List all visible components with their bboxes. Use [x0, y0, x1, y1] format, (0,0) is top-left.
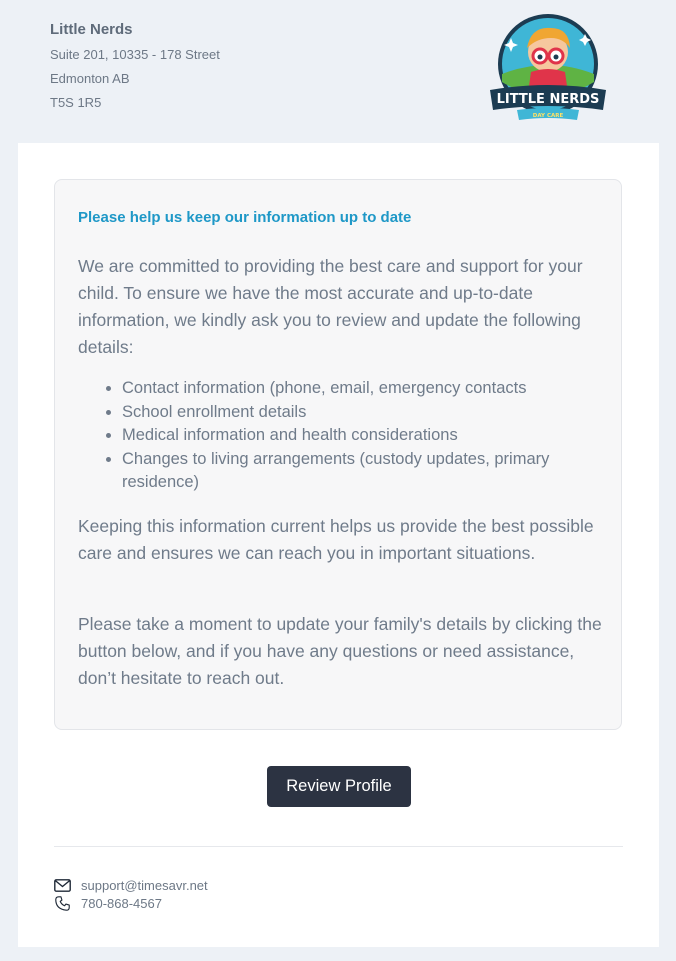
list-item: • School enrollment details — [122, 401, 602, 425]
list-item: • Medical information and health considerations — [122, 424, 602, 448]
address-line-1: Suite 201, 10335 - 178 Street — [50, 47, 220, 62]
list-item: • Contact information (phone, email, emergency contacts — [122, 377, 602, 401]
address-line-3: T5S 1R5 — [50, 95, 102, 110]
envelope-icon — [54, 877, 73, 894]
call-to-action-paragraph: Please take a moment to update your family's details by clicking the button below, and if you have any questions or need assistance, don’t hesitate to reach out. — [78, 614, 602, 688]
logo-text: LITTLE NERDS — [496, 92, 600, 107]
importance-paragraph: Keeping this information current helps us provide the best possible care and ensures we can reach you in important situations. — [78, 516, 594, 563]
little-nerds-logo — [487, 12, 609, 126]
review-profile-button[interactable]: Review Profile — [267, 766, 411, 807]
intro-paragraph: We are committed to providing the best care and support for your child. To ensure we have the most accurate and up-to-date information, we kindly ask you to review and update the following details: — [78, 256, 583, 357]
details-list — [100, 377, 602, 495]
email-header — [0, 0, 676, 143]
notice-box — [54, 179, 622, 730]
list-item: • Changes to living arrangements (custody updates, primary residence) — [122, 448, 602, 495]
org-address-block — [50, 21, 220, 115]
contact-phone[interactable]: 780-868-4567 — [81, 896, 162, 911]
notice-title: Please help us keep our information up to date — [78, 209, 412, 226]
footer-divider — [54, 846, 623, 847]
address-line-2: Edmonton AB — [50, 71, 130, 86]
contact-email[interactable]: support@timesavr.net — [81, 878, 208, 893]
phone-icon — [54, 895, 73, 912]
logo-subtext: DAY CARE — [532, 113, 564, 119]
contact-email-row — [54, 877, 208, 894]
org-name: Little Nerds — [50, 21, 133, 38]
email-card — [18, 143, 659, 947]
contact-phone-row — [54, 895, 162, 912]
